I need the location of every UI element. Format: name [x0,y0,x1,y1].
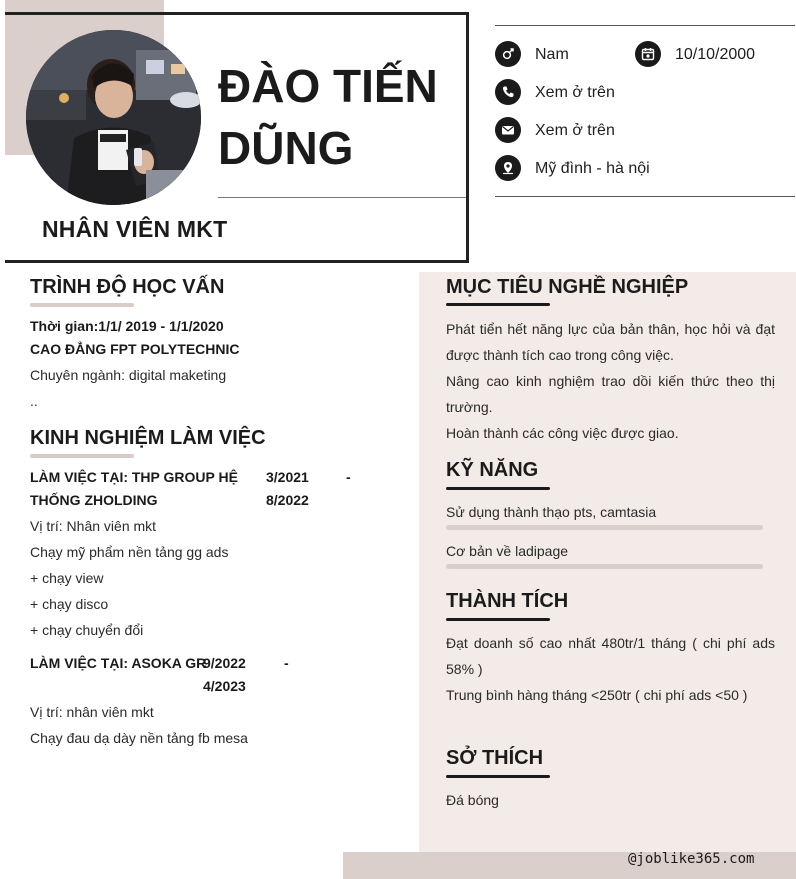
profile-photo-illustration [26,30,201,205]
skill-level-bar [446,564,763,569]
experience-title: KINH NGHIỆM LÀM VIỆC [30,427,266,449]
education-school: CAO ĐẲNG FPT POLYTECHNIC [30,341,240,357]
mail-icon [495,117,521,143]
experience-underline [30,454,134,458]
education-major: Chuyên ngành: digital maketing [30,367,227,383]
hobby-item: Đá bóng [446,792,499,808]
job-company-line-2: THỐNG ZHOLDING [30,492,158,508]
job-detail: Vị trí: nhân viên mkt [30,704,154,720]
objective-line: Phát tiển hết năng lực của bản thân, học hỏi và đạt được thành tích cao trong công việc. [446,321,775,363]
candidate-name [218,55,458,179]
job-end-date: 4/2023 [203,678,246,694]
job-detail: Vị trí: Nhân viên mkt [30,518,157,534]
job-date-dash: - [346,469,351,485]
footer-watermark: @joblike365.com [628,851,755,867]
contact-divider-bottom [495,196,795,197]
candidate-name-line-2: DŨNG [218,122,354,174]
objective-underline [446,303,550,306]
profile-photo [26,30,201,205]
address-value: Mỹ đình - hà nội [535,160,650,177]
job-detail: + chạy view [30,570,104,586]
achievement-line: Đạt doanh số cao nhất 480tr/1 tháng ( chi phí ads 58% ) [446,635,775,677]
education-title: TRÌNH ĐỘ HỌC VẤN [30,276,225,298]
objective-line: Nâng cao kinh nghiệm trao dồi kiến thức theo thị trường. [446,373,775,415]
candidate-name-line-1: ĐÀO TIẾN [218,60,438,112]
skill-item: Cơ bản về ladipage [446,543,569,559]
achievements-text [446,630,775,708]
achievements-underline [446,618,550,621]
location-pin-icon [495,155,521,181]
contact-divider-top [495,25,795,26]
job-detail: + chạy chuyển đổi [30,622,144,638]
job-start-date: 3/2021 [266,469,309,485]
education-underline [30,303,134,307]
achievements-title: THÀNH TÍCH [446,590,569,612]
job-end-date: 8/2022 [266,492,309,508]
skills-underline [446,487,550,490]
job-start-date: 9/2022 [203,655,246,671]
phone-icon [495,79,521,105]
gender-icon [495,41,521,67]
job-detail: + chạy disco [30,596,109,612]
name-divider [218,197,466,198]
job-detail: Chạy đau dạ dày nền tảng fb mesa [30,730,248,746]
hobbies-title: SỞ THÍCH [446,747,544,769]
job-detail: Chạy mỹ phẩm nền tảng gg ads [30,544,229,560]
calendar-icon [635,41,661,67]
birthday-value: 10/10/2000 [675,46,756,63]
skill-level-bar [446,525,763,530]
job-title: NHÂN VIÊN MKT [42,216,228,242]
job-company-line-1: LÀM VIỆC TẠI: ASOKA GR [30,655,207,671]
objective-text [446,316,775,446]
skill-item: Sử dụng thành thạo pts, camtasia [446,504,657,520]
email-value: Xem ở trên [535,122,615,139]
hobbies-underline [446,775,550,778]
skills-title: KỸ NĂNG [446,459,539,481]
education-time: Thời gian:1/1/ 2019 - 1/1/2020 [30,318,224,334]
phone-value: Xem ở trên [535,84,615,101]
job-company-line-1: LÀM VIỆC TẠI: THP GROUP HỆ [30,469,238,485]
achievement-line: Trung bình hàng tháng <250tr ( chi phí ads <50 ) [446,687,748,703]
objective-line: Hoàn thành các công việc được giao. [446,425,679,441]
education-note: .. [30,393,38,409]
gender-value: Nam [535,46,569,63]
job-date-dash: - [284,655,289,671]
objective-title: MỤC TIÊU NGHỀ NGHIỆP [446,276,689,298]
